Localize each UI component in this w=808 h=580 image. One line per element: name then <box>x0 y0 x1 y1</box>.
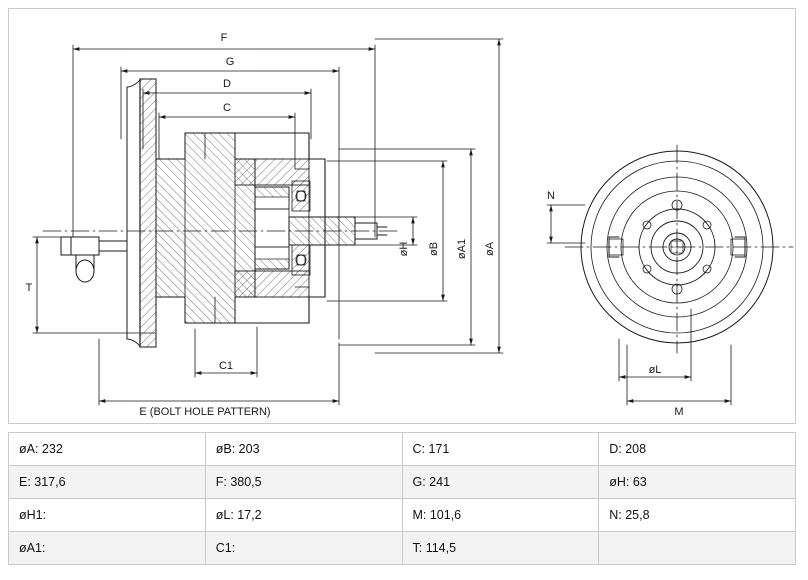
spec-cell-F: F: 380,5 <box>205 466 402 499</box>
section-view-geometry <box>43 79 401 347</box>
spec-cell-C: C: 171 <box>402 433 599 466</box>
dim-label-H: øH <box>398 241 410 257</box>
engineering-drawing-svg <box>9 9 795 423</box>
spec-cell-H: øH: 63 <box>599 466 796 499</box>
specification-table <box>8 432 796 565</box>
dim-label-E: E (BOLT HOLE PATTERN) <box>139 406 271 418</box>
dim-label-L: øL <box>648 364 662 376</box>
drawing-panel <box>8 8 796 424</box>
dimension-lines-left <box>33 39 503 405</box>
dim-label-D: D <box>223 78 231 90</box>
spec-cell-T: T: 114,5 <box>402 532 599 565</box>
spec-cell-empty <box>599 532 796 565</box>
spec-cell-A: øA: 232 <box>9 433 206 466</box>
dim-label-A1: øA1 <box>456 238 468 260</box>
dim-label-T: T <box>25 282 33 294</box>
spec-cell-C1: C1: <box>205 532 402 565</box>
dim-label-C: C <box>223 102 231 114</box>
spec-cell-H1: øH1: <box>9 499 206 532</box>
spec-cell-D: D: 208 <box>599 433 796 466</box>
spec-cell-A1: øA1: <box>9 532 206 565</box>
spec-cell-M: M: 101,6 <box>402 499 599 532</box>
spec-cell-B: øB: 203 <box>205 433 402 466</box>
dimension-lines-right <box>547 205 731 405</box>
spec-cell-L: øL: 17,2 <box>205 499 402 532</box>
dim-label-A: øA <box>484 241 496 257</box>
dim-label-F: F <box>220 32 228 44</box>
dim-label-B: øB <box>428 241 440 257</box>
spec-cell-G: G: 241 <box>402 466 599 499</box>
dim-label-N: N <box>547 190 555 202</box>
spec-cell-N: N: 25,8 <box>599 499 796 532</box>
front-view-geometry <box>565 145 793 353</box>
table-row <box>9 499 796 532</box>
dim-label-M: M <box>674 406 684 418</box>
dim-label-G: G <box>225 56 235 68</box>
table-row <box>9 466 796 499</box>
spec-cell-E: E: 317,6 <box>9 466 206 499</box>
table-row <box>9 433 796 466</box>
table-row <box>9 532 796 565</box>
dim-label-C1: C1 <box>218 360 234 372</box>
